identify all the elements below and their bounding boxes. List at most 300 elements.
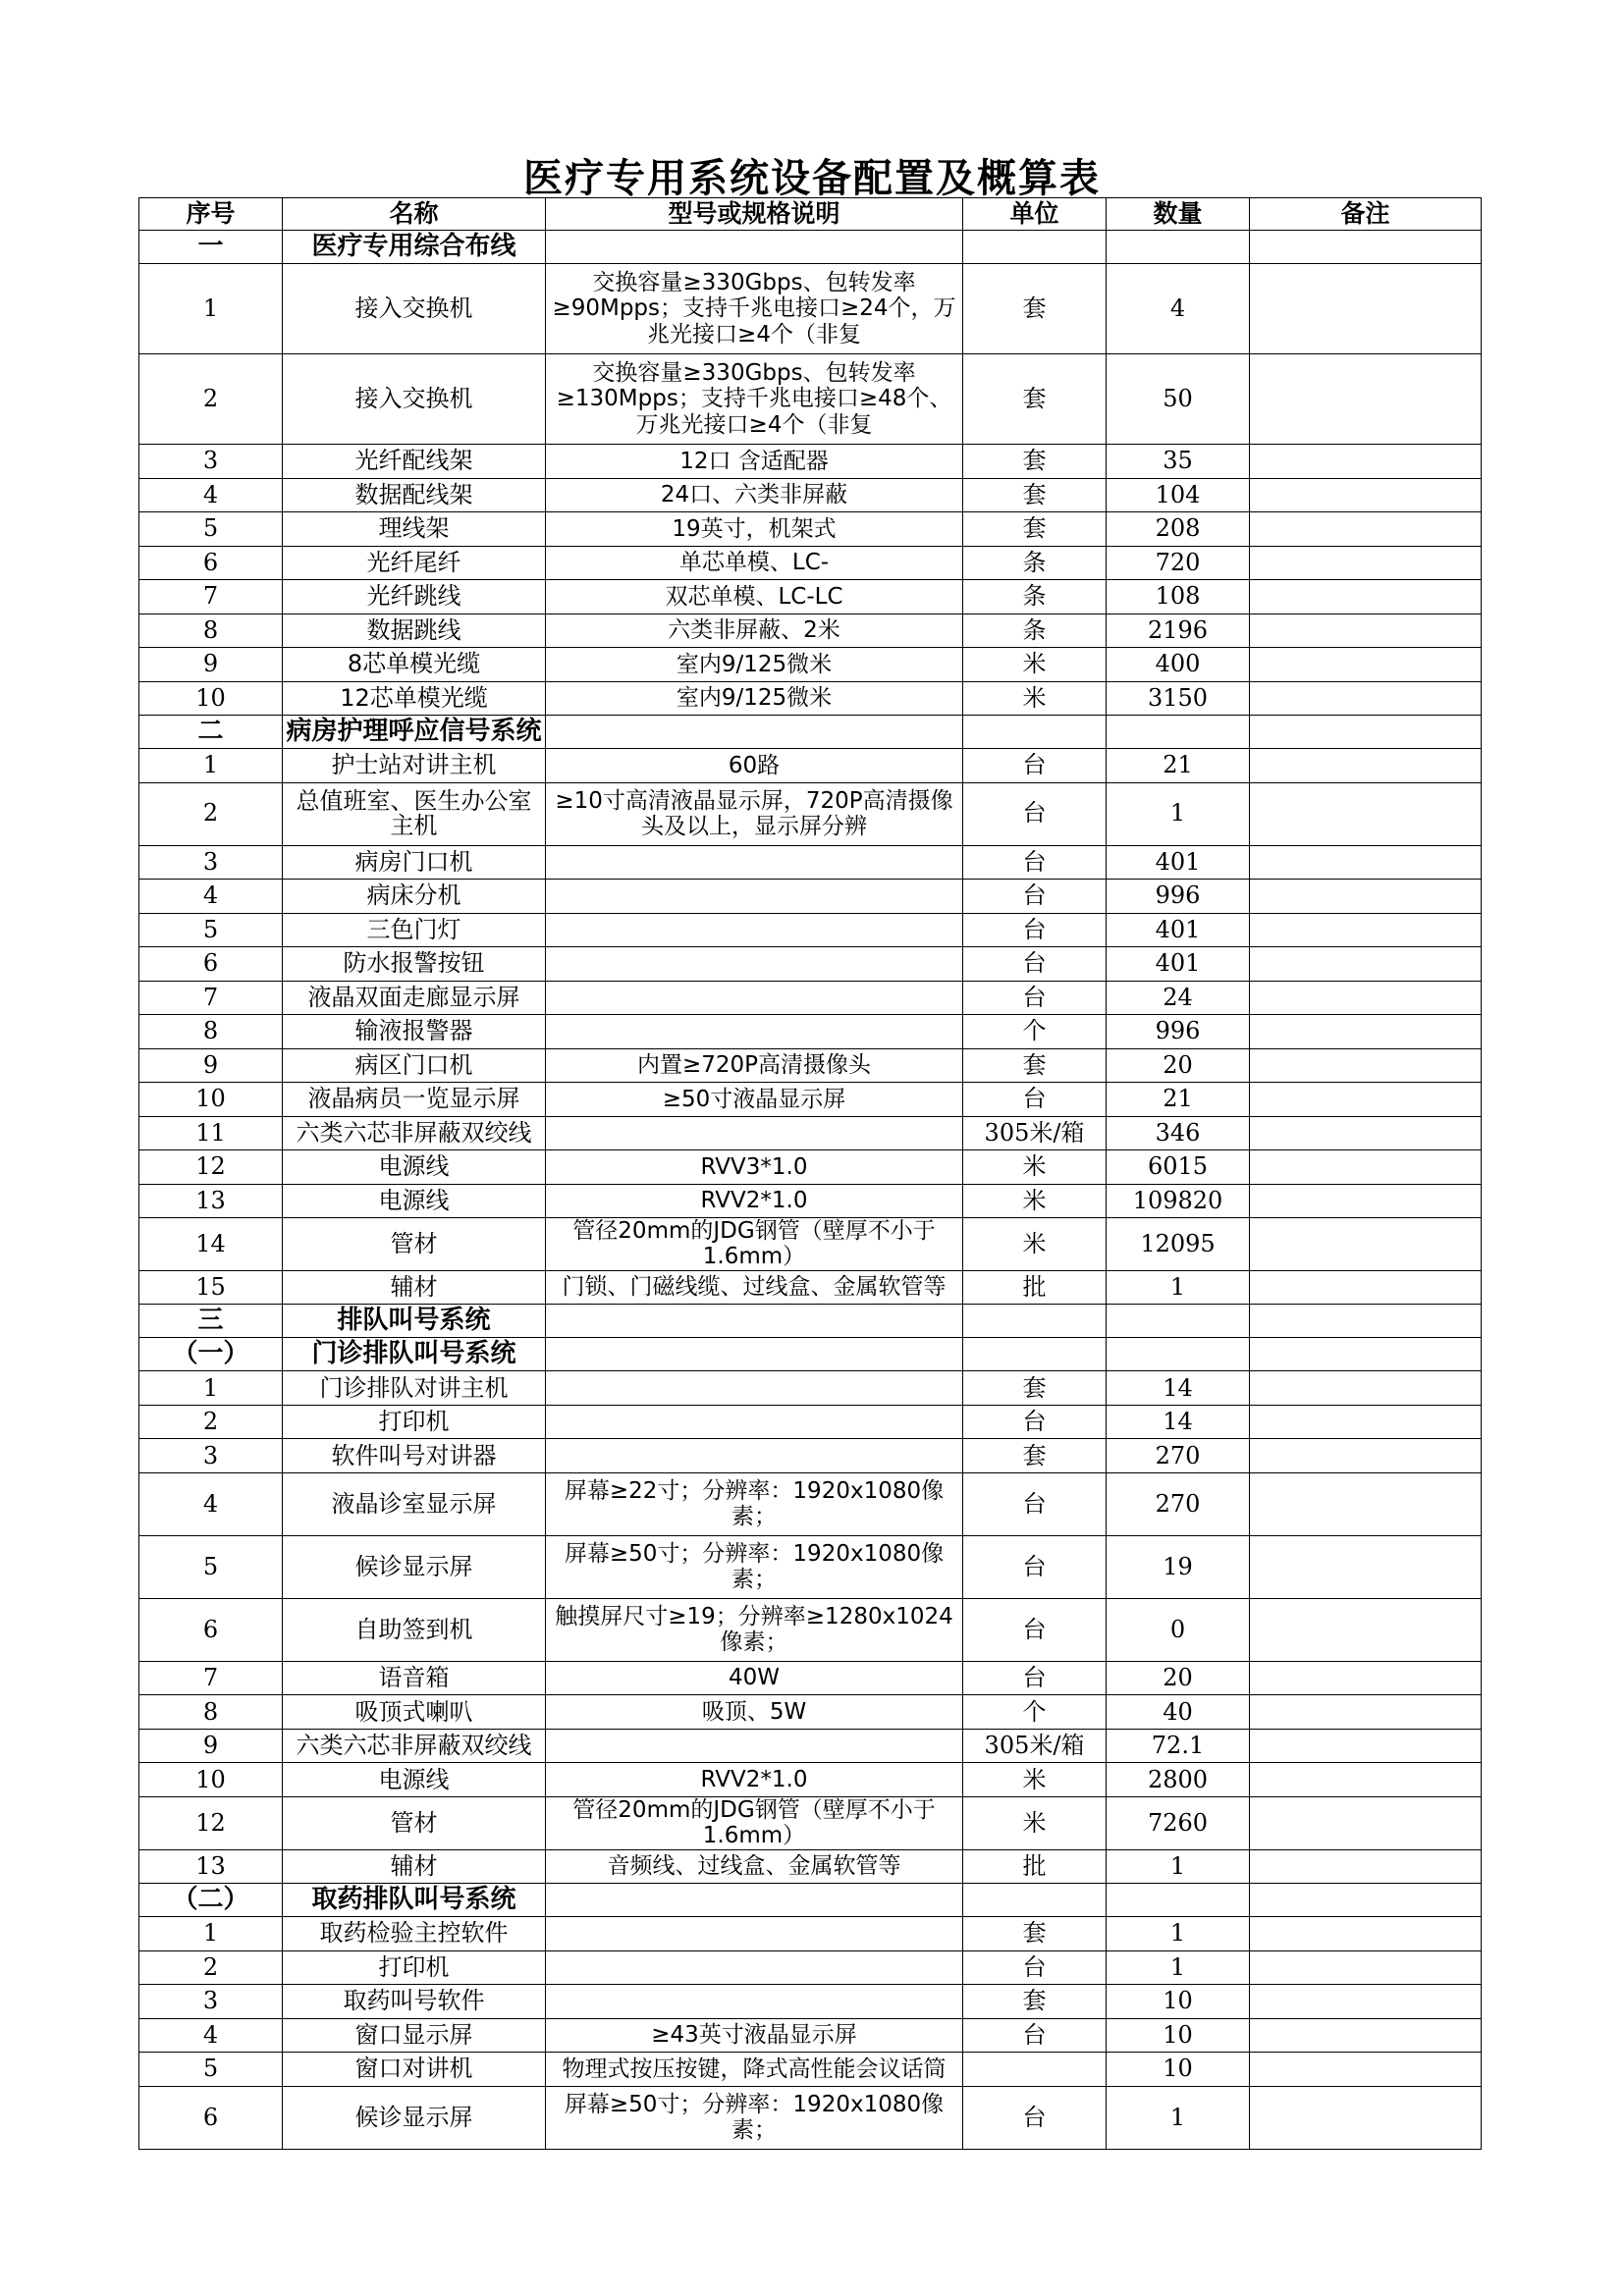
cell-qty: 1 xyxy=(1107,1950,1250,1985)
cell-name: 六类六芯非屏蔽双绞线 xyxy=(283,1729,546,1763)
table-row xyxy=(139,1472,1482,1535)
cell-unit xyxy=(963,1338,1107,1371)
cell-no: 14 xyxy=(139,1218,283,1271)
cell-remark xyxy=(1250,1598,1482,1661)
cell-remark xyxy=(1250,2086,1482,2149)
cell-name: 病房门口机 xyxy=(283,845,546,880)
cell-unit: 米 xyxy=(963,648,1107,682)
table-row xyxy=(139,264,1482,354)
cell-no: 4 xyxy=(139,478,283,512)
cell-remark xyxy=(1250,354,1482,445)
cell-no: 3 xyxy=(139,845,283,880)
cell-remark xyxy=(1250,648,1482,682)
cell-spec xyxy=(546,1917,963,1951)
cell-qty: 21 xyxy=(1107,1083,1250,1117)
cell-no: 6 xyxy=(139,947,283,982)
cell-unit: 米 xyxy=(963,1796,1107,1849)
cell-unit: 米 xyxy=(963,1218,1107,1271)
cell-unit xyxy=(963,1305,1107,1338)
section-row xyxy=(139,231,1482,264)
cell-unit xyxy=(963,716,1107,749)
cell-no: 3 xyxy=(139,1439,283,1473)
cell-remark xyxy=(1250,512,1482,547)
cell-spec: 管径20mm的JDG钢管（壁厚不小于1.6mm） xyxy=(546,1218,963,1271)
cell-remark xyxy=(1250,1150,1482,1185)
cell-spec: 管径20mm的JDG钢管（壁厚不小于1.6mm） xyxy=(546,1796,963,1849)
cell-name: 自助签到机 xyxy=(283,1598,546,1661)
cell-name: 护士站对讲主机 xyxy=(283,749,546,783)
cell-qty: 21 xyxy=(1107,749,1250,783)
cell-name: 语音箱 xyxy=(283,1661,546,1695)
table-row xyxy=(139,913,1482,947)
cell-remark xyxy=(1250,445,1482,479)
cell-unit: 台 xyxy=(963,913,1107,947)
table-row xyxy=(139,1985,1482,2019)
cell-unit: 套 xyxy=(963,264,1107,354)
cell-qty: 6015 xyxy=(1107,1150,1250,1185)
cell-qty: 104 xyxy=(1107,478,1250,512)
cell-qty: 50 xyxy=(1107,354,1250,445)
cell-no: 6 xyxy=(139,1598,283,1661)
cell-qty: 1 xyxy=(1107,1849,1250,1884)
cell-remark xyxy=(1250,1218,1482,1271)
cell-unit: 套 xyxy=(963,1917,1107,1951)
cell-qty: 108 xyxy=(1107,580,1250,614)
cell-unit: 条 xyxy=(963,546,1107,580)
cell-qty: 208 xyxy=(1107,512,1250,547)
cell-unit: 个 xyxy=(963,1015,1107,1049)
cell-name: 12芯单模光缆 xyxy=(283,681,546,716)
cell-no: 2 xyxy=(139,354,283,445)
cell-qty xyxy=(1107,1305,1250,1338)
table-row xyxy=(139,1598,1482,1661)
cell-remark xyxy=(1250,1338,1482,1371)
cell-spec: 六类非屏蔽、2米 xyxy=(546,614,963,648)
cell-qty: 24 xyxy=(1107,981,1250,1015)
cell-no: 3 xyxy=(139,1985,283,2019)
cell-spec: 12口 含适配器 xyxy=(546,445,963,479)
table-row xyxy=(139,2018,1482,2053)
cell-name: 病房护理呼应信号系统 xyxy=(283,716,546,749)
cell-no: 13 xyxy=(139,1849,283,1884)
cell-unit: 米 xyxy=(963,1763,1107,1797)
cell-name: 光纤尾纤 xyxy=(283,546,546,580)
cell-unit xyxy=(963,1884,1107,1917)
cell-name: 数据跳线 xyxy=(283,614,546,648)
cell-remark xyxy=(1250,1917,1482,1951)
cell-unit: 台 xyxy=(963,1083,1107,1117)
cell-name: 光纤配线架 xyxy=(283,445,546,479)
table-row xyxy=(139,1048,1482,1083)
cell-qty: 72.1 xyxy=(1107,1729,1250,1763)
cell-no: 8 xyxy=(139,614,283,648)
cell-name: 总值班室、医生办公室主机 xyxy=(283,782,546,845)
cell-spec xyxy=(546,1884,963,1917)
cell-no: （二） xyxy=(139,1884,283,1917)
cell-unit: 台 xyxy=(963,1405,1107,1439)
cell-name: 窗口显示屏 xyxy=(283,2018,546,2053)
cell-name: 电源线 xyxy=(283,1763,546,1797)
cell-remark xyxy=(1250,1535,1482,1598)
cell-qty: 10 xyxy=(1107,2053,1250,2087)
cell-remark xyxy=(1250,1015,1482,1049)
cell-name: 液晶病员一览显示屏 xyxy=(283,1083,546,1117)
cell-qty: 109820 xyxy=(1107,1184,1250,1218)
cell-name: 光纤跳线 xyxy=(283,580,546,614)
table-row xyxy=(139,1150,1482,1185)
table-row xyxy=(139,845,1482,880)
table-row xyxy=(139,1116,1482,1150)
col-header-qty: 数量 xyxy=(1107,198,1250,231)
cell-name: 接入交换机 xyxy=(283,354,546,445)
section-row xyxy=(139,1884,1482,1917)
cell-name: 排队叫号系统 xyxy=(283,1305,546,1338)
table-row xyxy=(139,2053,1482,2087)
table-row xyxy=(139,1405,1482,1439)
cell-spec xyxy=(546,1305,963,1338)
cell-no: 5 xyxy=(139,913,283,947)
cell-qty: 346 xyxy=(1107,1116,1250,1150)
cell-no: 11 xyxy=(139,1116,283,1150)
cell-no: 6 xyxy=(139,546,283,580)
table-row xyxy=(139,648,1482,682)
cell-qty: 20 xyxy=(1107,1048,1250,1083)
cell-spec: 触摸屏尺寸≥19；分辨率≥1280x1024像素； xyxy=(546,1598,963,1661)
cell-unit: 台 xyxy=(963,1661,1107,1695)
cell-qty: 1 xyxy=(1107,2086,1250,2149)
table-row xyxy=(139,1729,1482,1763)
cell-unit: 批 xyxy=(963,1270,1107,1305)
cell-spec xyxy=(546,1985,963,2019)
cell-remark xyxy=(1250,1405,1482,1439)
cell-no: 2 xyxy=(139,1950,283,1985)
cell-name: 病床分机 xyxy=(283,880,546,914)
cell-qty xyxy=(1107,716,1250,749)
cell-remark xyxy=(1250,1763,1482,1797)
cell-unit xyxy=(963,231,1107,264)
cell-qty: 270 xyxy=(1107,1439,1250,1473)
cell-unit: 套 xyxy=(963,354,1107,445)
cell-remark xyxy=(1250,782,1482,845)
cell-unit: 台 xyxy=(963,1598,1107,1661)
cell-spec: 屏幕≥50寸；分辨率：1920x1080像素； xyxy=(546,2086,963,2149)
cell-unit: 套 xyxy=(963,445,1107,479)
cell-spec: RVV2*1.0 xyxy=(546,1184,963,1218)
table-row xyxy=(139,1218,1482,1271)
cell-spec: ≥50寸液晶显示屏 xyxy=(546,1083,963,1117)
cell-qty xyxy=(1107,231,1250,264)
cell-spec: 屏幕≥22寸；分辨率：1920x1080像素； xyxy=(546,1472,963,1535)
cell-qty: 20 xyxy=(1107,1661,1250,1695)
cell-name: 输液报警器 xyxy=(283,1015,546,1049)
cell-no: 7 xyxy=(139,580,283,614)
cell-no: 2 xyxy=(139,782,283,845)
cell-qty xyxy=(1107,1338,1250,1371)
table-row xyxy=(139,445,1482,479)
cell-unit: 套 xyxy=(963,1985,1107,2019)
cell-spec: 40W xyxy=(546,1661,963,1695)
cell-name: 取药检验主控软件 xyxy=(283,1917,546,1951)
cell-qty: 35 xyxy=(1107,445,1250,479)
cell-spec xyxy=(546,1405,963,1439)
cell-unit: 套 xyxy=(963,512,1107,547)
cell-remark xyxy=(1250,1950,1482,1985)
cell-unit: 套 xyxy=(963,1439,1107,1473)
cell-no: 1 xyxy=(139,1371,283,1406)
col-header-no: 序号 xyxy=(139,198,283,231)
cell-qty: 996 xyxy=(1107,880,1250,914)
cell-spec: 吸顶、5W xyxy=(546,1695,963,1730)
col-header-spec: 型号或规格说明 xyxy=(546,198,963,231)
cell-unit: 305米/箱 xyxy=(963,1116,1107,1150)
cell-no: 7 xyxy=(139,1661,283,1695)
cell-remark xyxy=(1250,1661,1482,1695)
cell-name: 软件叫号对讲器 xyxy=(283,1439,546,1473)
cell-qty: 270 xyxy=(1107,1472,1250,1535)
cell-unit: 台 xyxy=(963,1472,1107,1535)
cell-spec: 内置≥720P高清摄像头 xyxy=(546,1048,963,1083)
table-row xyxy=(139,354,1482,445)
cell-spec xyxy=(546,880,963,914)
cell-qty: 720 xyxy=(1107,546,1250,580)
cell-spec: 交换容量≥330Gbps、包转发率≥90Mpps；支持千兆电接口≥24个，万兆光接口≥4个（非复 xyxy=(546,264,963,354)
cell-name: 数据配线架 xyxy=(283,478,546,512)
cell-unit: 套 xyxy=(963,1371,1107,1406)
cell-remark xyxy=(1250,478,1482,512)
cell-spec: 24口、六类非屏蔽 xyxy=(546,478,963,512)
cell-spec xyxy=(546,947,963,982)
cell-name: 电源线 xyxy=(283,1184,546,1218)
cell-name: 液晶诊室显示屏 xyxy=(283,1472,546,1535)
cell-qty: 19 xyxy=(1107,1535,1250,1598)
cell-qty: 401 xyxy=(1107,845,1250,880)
cell-remark xyxy=(1250,981,1482,1015)
cell-remark xyxy=(1250,1305,1482,1338)
table-row xyxy=(139,1083,1482,1117)
cell-unit xyxy=(963,2053,1107,2087)
cell-no: 8 xyxy=(139,1015,283,1049)
cell-remark xyxy=(1250,1184,1482,1218)
cell-spec: 19英寸，机架式 xyxy=(546,512,963,547)
cell-spec xyxy=(546,1116,963,1150)
cell-remark xyxy=(1250,580,1482,614)
table-row xyxy=(139,1184,1482,1218)
table-row xyxy=(139,512,1482,547)
cell-qty: 1 xyxy=(1107,782,1250,845)
table-row xyxy=(139,749,1482,783)
cell-remark xyxy=(1250,1884,1482,1917)
cell-name: 管材 xyxy=(283,1796,546,1849)
cell-remark xyxy=(1250,716,1482,749)
table-header-row xyxy=(139,198,1482,231)
cell-name: 三色门灯 xyxy=(283,913,546,947)
cell-remark xyxy=(1250,2018,1482,2053)
cell-unit: 台 xyxy=(963,782,1107,845)
cell-spec: 交换容量≥330Gbps、包转发率≥130Mpps；支持千兆电接口≥48个、万兆光接口≥4个（非复 xyxy=(546,354,963,445)
cell-spec xyxy=(546,1950,963,1985)
cell-spec: 60路 xyxy=(546,749,963,783)
cell-spec xyxy=(546,231,963,264)
table-row xyxy=(139,2086,1482,2149)
table-row xyxy=(139,1796,1482,1849)
cell-unit: 台 xyxy=(963,880,1107,914)
table-row xyxy=(139,1371,1482,1406)
cell-unit: 批 xyxy=(963,1849,1107,1884)
table-row xyxy=(139,1695,1482,1730)
cell-name: 取药排队叫号系统 xyxy=(283,1884,546,1917)
page-title: 医疗专用系统设备配置及概算表 xyxy=(523,156,1101,201)
cell-unit: 套 xyxy=(963,478,1107,512)
cell-no: 5 xyxy=(139,512,283,547)
cell-name: 辅材 xyxy=(283,1270,546,1305)
cell-no: 3 xyxy=(139,445,283,479)
cell-spec xyxy=(546,913,963,947)
cell-spec xyxy=(546,716,963,749)
cell-unit: 米 xyxy=(963,1150,1107,1185)
cell-no: 12 xyxy=(139,1796,283,1849)
cell-remark xyxy=(1250,1083,1482,1117)
cell-remark xyxy=(1250,264,1482,354)
cell-qty: 12095 xyxy=(1107,1218,1250,1271)
table-row xyxy=(139,614,1482,648)
col-header-unit: 单位 xyxy=(963,198,1107,231)
cell-qty: 4 xyxy=(1107,264,1250,354)
cell-remark xyxy=(1250,845,1482,880)
cell-no: 15 xyxy=(139,1270,283,1305)
cell-spec: RVV3*1.0 xyxy=(546,1150,963,1185)
table-row xyxy=(139,1917,1482,1951)
cell-spec: 物理式按压按键，降式高性能会议话筒 xyxy=(546,2053,963,2087)
table-row xyxy=(139,546,1482,580)
cell-name: 医疗专用综合布线 xyxy=(283,231,546,264)
cell-no: 12 xyxy=(139,1150,283,1185)
cell-qty: 400 xyxy=(1107,648,1250,682)
cell-unit: 条 xyxy=(963,580,1107,614)
cell-no: 9 xyxy=(139,1048,283,1083)
col-header-name: 名称 xyxy=(283,198,546,231)
cell-remark xyxy=(1250,231,1482,264)
table-row xyxy=(139,1763,1482,1797)
cell-remark xyxy=(1250,1371,1482,1406)
cell-name: 理线架 xyxy=(283,512,546,547)
cell-unit: 套 xyxy=(963,1048,1107,1083)
cell-spec xyxy=(546,1015,963,1049)
cell-remark xyxy=(1250,1796,1482,1849)
cell-spec: ≥43英寸液晶显示屏 xyxy=(546,2018,963,2053)
cell-spec: 音频线、过线盒、金属软管等 xyxy=(546,1849,963,1884)
cell-no: 4 xyxy=(139,1472,283,1535)
cell-name: 打印机 xyxy=(283,1950,546,1985)
cell-unit: 台 xyxy=(963,981,1107,1015)
cell-qty: 10 xyxy=(1107,1985,1250,2019)
cell-no: 2 xyxy=(139,1405,283,1439)
cell-name: 打印机 xyxy=(283,1405,546,1439)
table-row xyxy=(139,1439,1482,1473)
cell-spec xyxy=(546,1729,963,1763)
cell-unit: 条 xyxy=(963,614,1107,648)
cell-no: 一 xyxy=(139,231,283,264)
cell-spec: 双芯单模、LC-LC xyxy=(546,580,963,614)
cell-unit: 台 xyxy=(963,1535,1107,1598)
section-row xyxy=(139,716,1482,749)
cell-no: 1 xyxy=(139,749,283,783)
cell-remark xyxy=(1250,749,1482,783)
table-row xyxy=(139,478,1482,512)
cell-name: 接入交换机 xyxy=(283,264,546,354)
section-row xyxy=(139,1338,1482,1371)
cell-no: 5 xyxy=(139,1535,283,1598)
cell-spec: 屏幕≥50寸；分辨率：1920x1080像素； xyxy=(546,1535,963,1598)
cell-name: 吸顶式喇叭 xyxy=(283,1695,546,1730)
cell-name: 门诊排队对讲主机 xyxy=(283,1371,546,1406)
cell-spec xyxy=(546,1338,963,1371)
cell-name: 管材 xyxy=(283,1218,546,1271)
cell-no: 5 xyxy=(139,2053,283,2087)
cell-no: 1 xyxy=(139,1917,283,1951)
cell-remark xyxy=(1250,1116,1482,1150)
cell-remark xyxy=(1250,1985,1482,2019)
cell-no: 9 xyxy=(139,1729,283,1763)
cell-spec: ≥10寸高清液晶显示屏，720P高清摄像头及以上，显示屏分辨 xyxy=(546,782,963,845)
cell-qty: 7260 xyxy=(1107,1796,1250,1849)
cell-qty: 0 xyxy=(1107,1598,1250,1661)
cell-unit: 米 xyxy=(963,1184,1107,1218)
cell-remark xyxy=(1250,1695,1482,1730)
table-row xyxy=(139,1849,1482,1884)
table-row xyxy=(139,1270,1482,1305)
cell-spec xyxy=(546,1439,963,1473)
cell-no: 9 xyxy=(139,648,283,682)
cell-remark xyxy=(1250,1849,1482,1884)
cell-remark xyxy=(1250,681,1482,716)
cell-name: 候诊显示屏 xyxy=(283,1535,546,1598)
table-row xyxy=(139,1950,1482,1985)
cell-unit: 台 xyxy=(963,845,1107,880)
cell-qty: 2196 xyxy=(1107,614,1250,648)
cell-remark xyxy=(1250,1439,1482,1473)
cell-no: 7 xyxy=(139,981,283,1015)
cell-name: 六类六芯非屏蔽双绞线 xyxy=(283,1116,546,1150)
cell-unit: 台 xyxy=(963,947,1107,982)
cell-qty: 1 xyxy=(1107,1917,1250,1951)
cell-remark xyxy=(1250,614,1482,648)
cell-spec xyxy=(546,981,963,1015)
cell-spec: 室内9/125微米 xyxy=(546,681,963,716)
cell-qty: 3150 xyxy=(1107,681,1250,716)
cell-no: 8 xyxy=(139,1695,283,1730)
cell-remark xyxy=(1250,1048,1482,1083)
table-row xyxy=(139,880,1482,914)
cell-qty: 14 xyxy=(1107,1405,1250,1439)
cell-name: 门诊排队叫号系统 xyxy=(283,1338,546,1371)
cell-qty xyxy=(1107,1884,1250,1917)
cell-qty: 996 xyxy=(1107,1015,1250,1049)
cell-unit: 米 xyxy=(963,681,1107,716)
table-row xyxy=(139,1535,1482,1598)
cell-qty: 14 xyxy=(1107,1371,1250,1406)
cell-qty: 2800 xyxy=(1107,1763,1250,1797)
table-row xyxy=(139,782,1482,845)
cell-spec xyxy=(546,1371,963,1406)
cell-name: 防水报警按钮 xyxy=(283,947,546,982)
cell-no: 6 xyxy=(139,2086,283,2149)
cell-no: （一） xyxy=(139,1338,283,1371)
cell-name: 液晶双面走廊显示屏 xyxy=(283,981,546,1015)
cell-unit: 305米/箱 xyxy=(963,1729,1107,1763)
cell-no: 4 xyxy=(139,880,283,914)
table-row xyxy=(139,981,1482,1015)
cell-no: 13 xyxy=(139,1184,283,1218)
